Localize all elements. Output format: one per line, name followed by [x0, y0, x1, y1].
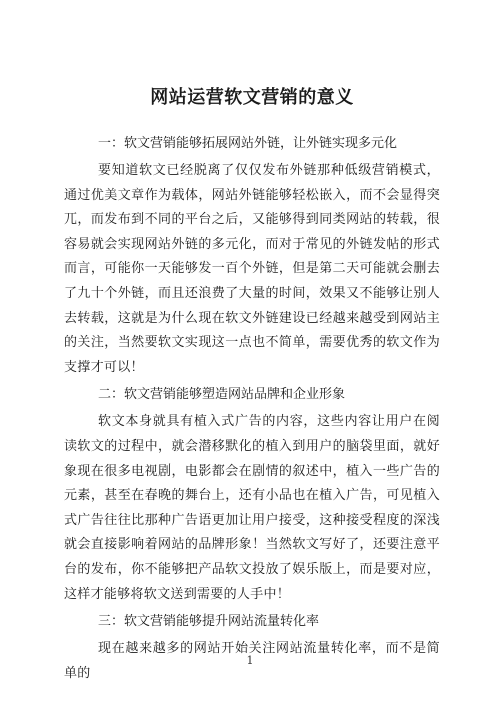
- section-2-paragraph: 软文本身就具有植入式广告的内容，这些内容让用户在阅读软文的过程中，就会潜移默化的植入到用户的脑袋里面，就好象现在很多电视剧，电影都会在剧情的叙述中，植入一些广告的元素，甚至在春晚的舞台上，还有小品也在植入广告，可见植入式广告往往比那种广告语更加让用户接受，这种接受程度的深浅就会直接影响着网站的品牌形象！当然软文写好了，还要注意平台的发布，你不能够把产品软文投放了娱乐版上，而是要对应，这样才能够将软文送到需要的人手中！: [64, 414, 440, 602]
- page-number: 1: [246, 654, 254, 667]
- section-3-paragraph: 现在越来越多的网站开始关注网站流量转化率，而不是简单的: [64, 641, 440, 681]
- section-1-paragraph: 要知道软文已经脱离了仅仅发布外链那种低级营销模式，通过优美文章作为载体，网站外链能够轻松嵌入，而不会显得突兀，而发布到不同的平台之后，又能够得到同类网站的转载，很容易就会实现网站外链的多元化，而对于常见的外链发帖的形式而言，可能你一天能够发一百个外链，但是第二天可能就会删去了九十个外链，而且还浪费了大量的时间，效果又不能够让别人去转载，这就是为什么现在软文外链建设已经越来越受到网站主的关注，当然要软文实现这一点也不简单，需要优秀的软文作为支撑才可以！: [64, 163, 440, 375]
- section-3-heading: 三：软文营销能够提升网站流量转化率: [98, 614, 320, 630]
- section-1-heading: 一：软文营销能够拓展网站外链，让外链实现多元化: [98, 136, 398, 151]
- section-2-heading: 二：软文营销能够塑造网站品牌和企业形象: [98, 387, 346, 403]
- page-title: 网站运营软文营销的意义: [150, 87, 354, 108]
